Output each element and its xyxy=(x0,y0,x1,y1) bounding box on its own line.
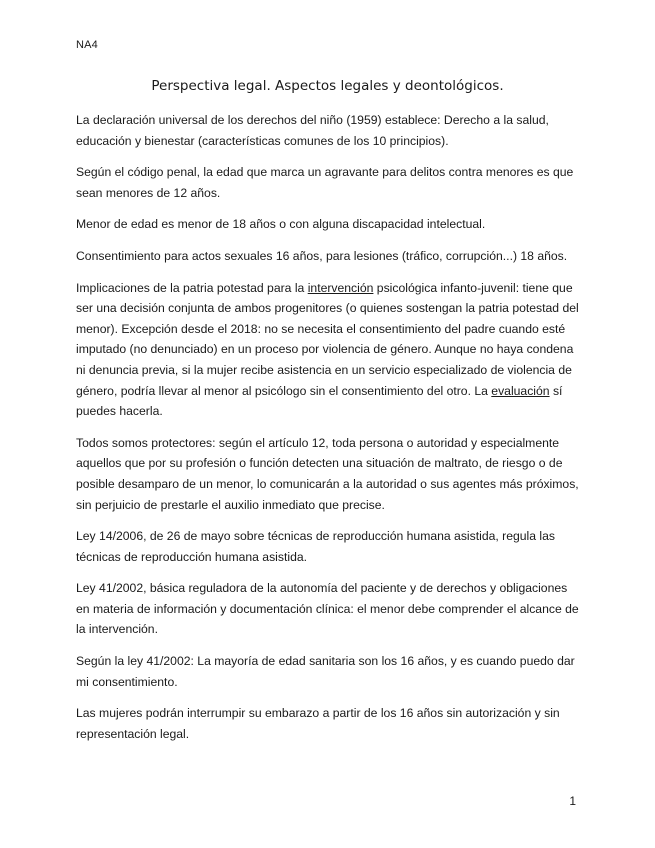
paragraph-interrupcion-embarazo: Las mujeres podrán interrumpir su embarazo a partir de los 16 años sin autorización y sin representación legal. xyxy=(76,706,560,741)
page-title: Perspectiva legal. Aspectos legales y deontológicos. xyxy=(151,78,504,94)
header-label: NA4 xyxy=(76,39,98,51)
paragraph-patria-potestad-text-3: sí puedes hacerla. xyxy=(76,383,563,419)
paragraph-ley-41-2002: Ley 41/2002, básica reguladora de la autonomía del paciente y de derechos y obligaciones en materia de información y documentación clínica: el menor debe comprender el alcance de la intervención. xyxy=(76,581,579,637)
intervencion-link[interactable]: intervención xyxy=(307,280,374,295)
paragraph-patria-potestad-text-1: Implicaciones de la patria potestad para la xyxy=(76,280,308,295)
paragraph-mayoria-sanitaria: Según la ley 41/2002: La mayoría de edad sanitaria son los 16 años, y es cuando puedo dar mi consentimiento. xyxy=(76,654,575,689)
evaluacion-link[interactable]: evaluación xyxy=(491,383,550,398)
paragraph-consentimiento: Consentimiento para actos sexuales 16 años, para lesiones (tráfico, corrupción...) 18 años. xyxy=(76,248,568,263)
paragraph-patria-potestad-text-2: psicológica infanto-juvenil: tiene que ser una decisión conjunta de ambos progenitores (o quienes sostengan la patria potestad del menor). Excepción desde el 2018: no se necesita el consentimiento del padre cuando esté imputado (no denunciado) en un proceso por violencia de género. Aunque no haya condena ni denuncia previa, si la mujer recibe asistencia en un servicio especializado de violencia de género, podría llevar al menor al psicólogo sin el consentimiento del otro. La xyxy=(76,280,579,398)
document-body xyxy=(76,110,581,755)
paragraph-codigo-penal: Según el código penal, la edad que marca un agravante para delitos contra menores es que sean menores de 12 años. xyxy=(76,165,574,200)
page-number: 1 xyxy=(569,794,576,808)
paragraph-patria-potestad xyxy=(76,278,581,422)
paragraph-protectores: Todos somos protectores: según el artículo 12, toda persona o autoridad y especialmente aquellos que por su profesión o función detecten una situación de maltrato, de riesgo o de posible desamparo de un menor, lo comunicarán a la autoridad o sus agentes más próximos, sin perjuicio de prestarle el auxilio inmediato que precise. xyxy=(76,435,579,512)
paragraph-menor-edad: Menor de edad es menor de 18 años o con alguna discapacidad intelectual. xyxy=(76,217,486,232)
paragraph-derechos-nino: La declaración universal de los derechos del niño (1959) establece: Derecho a la salud, educación y bienestar (características comunes de los 10 principios). xyxy=(76,113,549,148)
paragraph-ley-14-2006: Ley 14/2006, de 26 de mayo sobre técnicas de reproducción humana asistida, regula las técnicas de reproducción humana asistida. xyxy=(76,529,556,564)
